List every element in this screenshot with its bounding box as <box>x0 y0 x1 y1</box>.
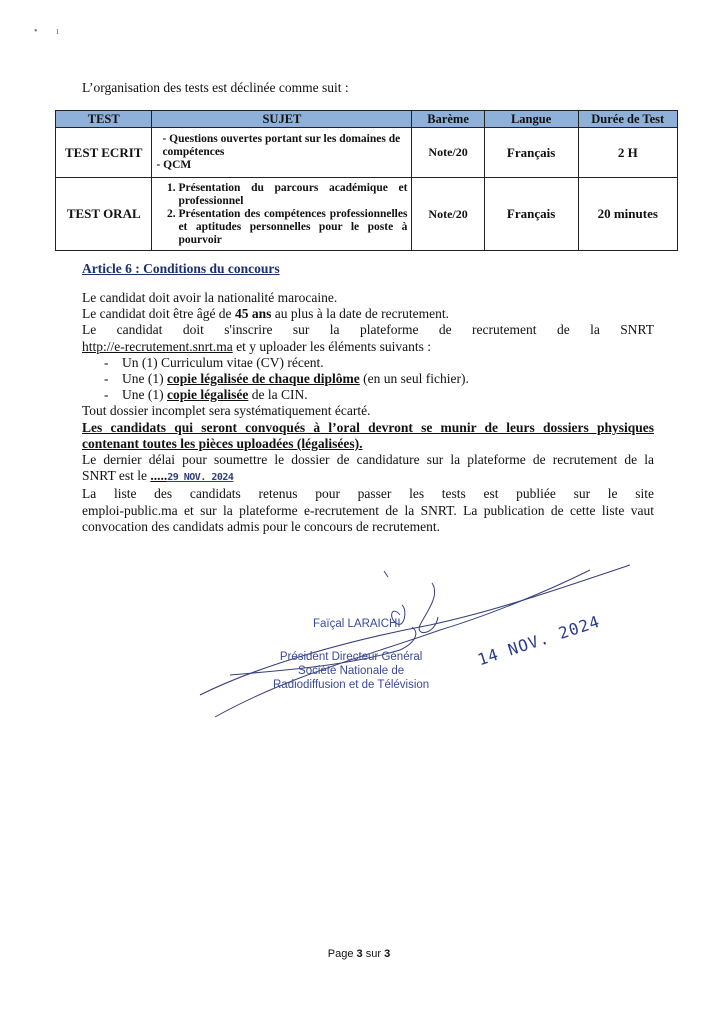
signatory-name: Faïçal LARAICHI <box>313 618 401 630</box>
registration-line: Le candidat doit s'inscrire sur la plateforme de recrutement de la SNRT <box>82 322 654 338</box>
item-emphasis: copie légalisée <box>166 387 249 403</box>
documents-list <box>82 355 654 404</box>
test-ecrit-label: TEST ECRIT <box>56 128 152 178</box>
test-oral-langue: Français <box>484 178 578 251</box>
publication-line: emploi-public.ma et sur la plateforme e-recrutement de la SNRT. La publication de cette liste vaut <box>82 502 654 518</box>
test-ecrit-subject <box>152 128 412 178</box>
deadline-line: Le dernier délai pour soumettre le dossier de candidature sur la plateforme de recrutement de la <box>82 452 654 468</box>
deadline-dots: ..... <box>150 468 168 484</box>
official-stamp <box>273 650 429 692</box>
test-oral-label: TEST ORAL <box>56 178 152 251</box>
test-ecrit-duree: 2 H <box>578 128 678 178</box>
signature-scribble <box>170 555 650 735</box>
item-text: (en un seul fichier). <box>359 371 469 387</box>
subject-item: 2. Présentation des compétences professionnelles et aptitudes personnelles pour le poste à pourvoir <box>178 208 407 247</box>
page-footer <box>0 948 718 960</box>
deadline-line-2 <box>82 468 654 486</box>
publication-line: La liste des candidats retenus pour passer les tests est publiée sur le site <box>82 486 654 502</box>
subject-item: 1. Présentation du parcours académique et professionnel <box>178 182 407 208</box>
item-text: de la CIN. <box>248 387 308 403</box>
age-text: Le candidat doit être âgé de <box>82 306 235 322</box>
registration-link[interactable]: http://e-recrutement.snrt.ma <box>82 338 233 354</box>
item-text: Une (1) <box>122 387 167 403</box>
list-item <box>108 387 654 403</box>
oral-notice-2: contenant toutes les pièces uploadées (légalisées). <box>82 435 363 451</box>
footer-text: sur <box>362 948 385 960</box>
test-oral-subject <box>152 178 412 251</box>
stamp-date: 14 NOV. 2024 <box>475 611 603 670</box>
age-limit: 45 ans <box>234 306 272 322</box>
signature-block <box>170 555 650 735</box>
test-oral-duree: 20 minutes <box>578 178 678 251</box>
article-6-body <box>82 290 654 535</box>
subject-item: - Questions ouvertes portant sur les domaines de compétences <box>162 133 401 158</box>
header-bareme: Barème <box>412 111 484 128</box>
oral-notice: Les candidats qui seront convoqués à l’oral devront se munir de leurs dossiers physiques <box>82 419 654 435</box>
stamp-line: Président Directeur Général <box>279 651 423 663</box>
item-text: Une (1) <box>122 371 167 387</box>
intro-text: L’organisation des tests est déclinée comme suit : <box>82 80 349 95</box>
header-langue: Langue <box>484 111 578 128</box>
header-test: TEST <box>56 111 152 128</box>
registration-line-2 <box>82 339 654 355</box>
table-row <box>56 178 678 251</box>
page-total: 3 <box>384 948 391 960</box>
table-row <box>56 128 678 178</box>
item-text: Un (1) Curriculum vitae (CV) récent. <box>122 354 324 370</box>
registration-text: et y uploader les éléments suivants : <box>232 338 432 354</box>
deadline-text: SNRT est le <box>82 468 151 484</box>
item-emphasis: copie légalisée de chaque diplôme <box>166 371 360 387</box>
test-oral-bareme: Note/20 <box>412 178 484 251</box>
scan-specks: • ı <box>34 26 67 37</box>
table-header-row <box>56 111 678 128</box>
stamp-line: Radiodiffusion et de Télévision <box>273 679 430 691</box>
article-6-heading: Article 6 : Conditions du concours <box>82 261 280 276</box>
header-duree: Durée de Test <box>578 111 678 128</box>
tests-table <box>55 110 678 251</box>
list-item <box>108 371 654 387</box>
test-ecrit-bareme: Note/20 <box>412 128 484 178</box>
stamp-line: Société Nationale de <box>298 665 405 677</box>
footer-text: Page <box>327 948 357 960</box>
page-number: 3 <box>356 948 363 960</box>
test-ecrit-langue: Français <box>484 128 578 178</box>
age-requirement <box>82 306 654 322</box>
list-item <box>108 355 654 371</box>
subject-item: - QCM <box>156 159 192 171</box>
incomplete-warning: Tout dossier incomplet sera systématiquement écarté. <box>82 403 371 419</box>
nationality-requirement: Le candidat doit avoir la nationalité marocaine. <box>82 290 338 305</box>
age-text: au plus à la date de recrutement. <box>271 306 449 322</box>
deadline-date: 29 NOV. 2024 <box>167 472 234 484</box>
header-sujet: SUJET <box>152 111 412 128</box>
publication-line: convocation des candidats admis pour le concours de recrutement. <box>82 518 441 534</box>
